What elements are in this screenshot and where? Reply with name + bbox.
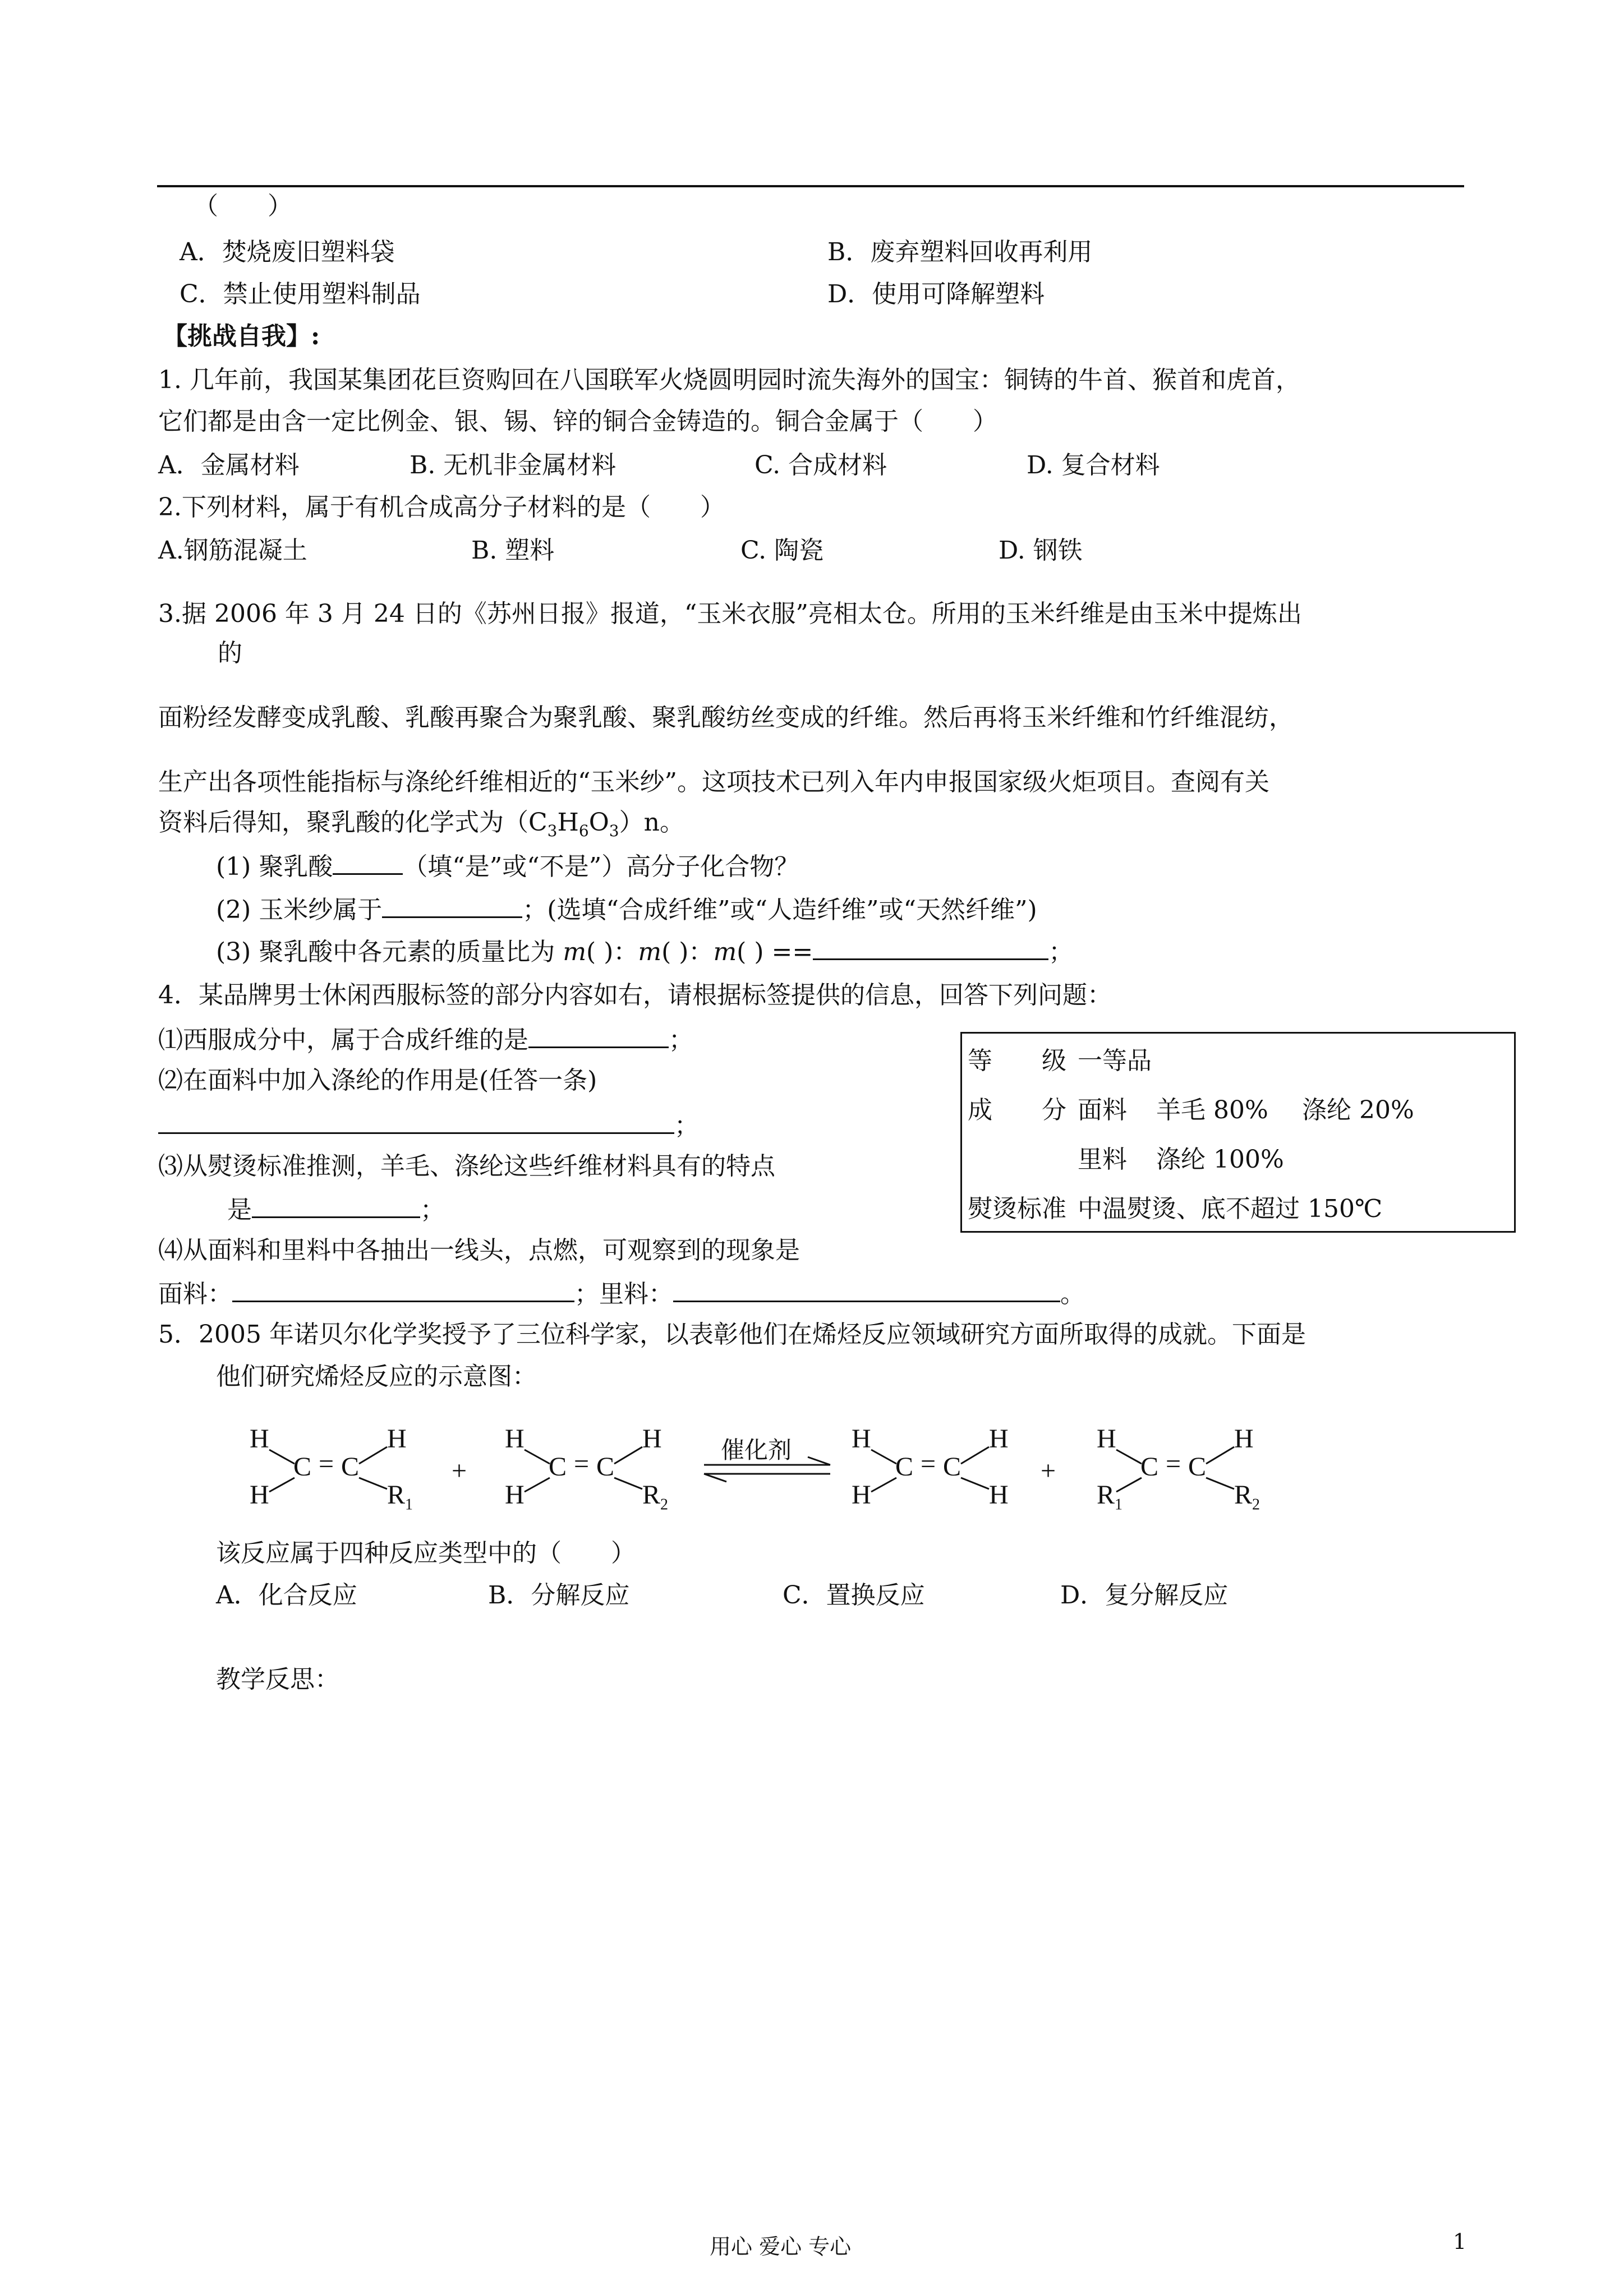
atom-h: H xyxy=(1234,1424,1254,1454)
q3-line1: 3.据 2006 年 3 月 24 日的《苏州日报》报道，“玉米衣服”亮相太仓。所用的玉米纤维是由玉米中提炼出 xyxy=(158,600,1302,628)
atom-h: H xyxy=(505,1424,525,1454)
atom-r2: $R_2$ xyxy=(1234,1480,1260,1514)
option-d: D．使用可降解塑料 xyxy=(827,280,1045,308)
q3-sub2: (2) 玉米纱属于 ；(选填“合成纤维”或“人造纤维”或“天然纤维”) xyxy=(216,892,1037,927)
double-bond: = xyxy=(921,1449,936,1479)
atom-h: H xyxy=(1097,1424,1116,1454)
teaching-reflection: 教学反思： xyxy=(216,1665,339,1694)
label-polyester-lining: 涤纶 100% xyxy=(1156,1145,1284,1174)
page-number: 1 xyxy=(1453,2229,1467,2254)
label-ironing-key: 熨烫标准 xyxy=(968,1194,1066,1223)
atom-c: C xyxy=(1140,1452,1159,1482)
atom-c: C xyxy=(341,1452,360,1482)
label-face-fabric: 面料 xyxy=(1078,1096,1127,1125)
label-wool: 羊毛 80% xyxy=(1156,1096,1268,1125)
plus-sign: + xyxy=(1041,1456,1056,1486)
atom-c: C xyxy=(596,1452,615,1482)
q2-stem: 2.下列材料，属于有机合成高分子材料的是（ ） xyxy=(158,493,725,522)
atom-r1: $R_1$ xyxy=(1097,1480,1123,1514)
q1-option-a: A．金属材料 xyxy=(158,451,300,480)
q5-option-c: C．置换反应 xyxy=(783,1581,925,1610)
option-a: A．焚烧废旧塑料袋 xyxy=(180,238,395,266)
q3-sub3: (3) 聚乳酸中各元素的质量比为 m( )：m( )：m( ) == ； xyxy=(216,934,1073,969)
q4-part4: ⑷从面料和里料中各抽出一线头，点燃，可观察到的现象是 xyxy=(158,1236,800,1265)
label-polyester-face: 涤纶 20% xyxy=(1302,1096,1414,1125)
q5-stem: 该反应属于四种反应类型中的（ ） xyxy=(216,1539,636,1567)
label-ironing-value: 中温熨烫、底不超过 150℃ xyxy=(1078,1194,1383,1223)
label-grade-value: 一等品 xyxy=(1078,1046,1152,1076)
atom-c: C xyxy=(1188,1452,1207,1482)
q3-line5: 资料后得知，聚乳酸的化学式为$(C_3H_6O_3)n$。 xyxy=(158,808,684,840)
atom-r2: $R_2$ xyxy=(642,1480,669,1514)
atom-h: H xyxy=(989,1480,1009,1510)
q4-part2-answer: ； xyxy=(158,1108,699,1143)
q1-line2: 它们都是由含一定比例金、银、锡、锌的铜合金铸造的。铜合金属于（ ） xyxy=(158,407,997,436)
q4-part2: ⑵在面料中加入涤纶的作用是(任答一条) xyxy=(158,1066,597,1095)
atom-h: H xyxy=(387,1424,407,1454)
q2-option-c: C. 陶瓷 xyxy=(740,536,824,565)
q4-part3: ⑶从熨烫标准推测，羊毛、涤纶这些纤维材料具有的特点 xyxy=(158,1152,775,1181)
atom-h: H xyxy=(852,1480,871,1510)
q3-line4: 生产出各项性能指标与涤纶纤维相近的“玉米纱”。这项技术已列入年内申报国家级火炬项目。查阅有关 xyxy=(158,768,1269,796)
atom-h: H xyxy=(852,1424,871,1454)
atom-c: C xyxy=(549,1452,567,1482)
option-c: C．禁止使用塑料制品 xyxy=(180,280,421,308)
q4-stem: 4．某品牌男士休闲西服标签的部分内容如右，请根据标签提供的信息，回答下列问题： xyxy=(158,981,1112,1009)
plus-sign: + xyxy=(452,1456,467,1486)
q2-option-d: D. 钢铁 xyxy=(999,536,1083,565)
q2-option-b: B. 塑料 xyxy=(471,536,555,565)
atom-h: H xyxy=(505,1480,525,1510)
catalyst-label: 催化剂 xyxy=(721,1436,792,1464)
q4-part4-answer: 面料： ；里料： 。 xyxy=(158,1276,1085,1311)
q5-option-a: A．化合反应 xyxy=(216,1581,357,1610)
q5-option-b: B．分解反应 xyxy=(488,1581,630,1610)
answer-bracket: （ ） xyxy=(194,192,292,220)
q1-option-d: D. 复合材料 xyxy=(1027,451,1160,480)
q1-line1: 1. 几年前，我国某集团花巨资购回在八国联军火烧圆明园时流失海外的国宝：铜铸的牛首、猴首和虎首， xyxy=(158,366,1300,394)
label-grade-key: 等 级 xyxy=(968,1046,1066,1076)
double-bond: = xyxy=(1166,1449,1181,1479)
q5-option-d: D．复分解反应 xyxy=(1060,1581,1229,1610)
q4-part3-answer: 是 ； xyxy=(227,1192,445,1227)
atom-c: C xyxy=(943,1452,961,1482)
atom-h: H xyxy=(250,1424,269,1454)
atom-h: H xyxy=(642,1424,662,1454)
label-lining: 里料 xyxy=(1078,1145,1127,1174)
q4-part1: ⑴西服成分中，属于合成纤维的是 ； xyxy=(158,1022,693,1057)
q5-line1: 5．2005 年诺贝尔化学奖授予了三位科学家，以表彰他们在烯烃反应领域研究方面所取得的成就。下面是 xyxy=(158,1320,1306,1349)
atom-r1: $R_1$ xyxy=(387,1480,413,1514)
atom-c: C xyxy=(293,1452,312,1482)
q3-sub1: (1) 聚乳酸 （填“是”或“不是”）高分子化合物？ xyxy=(216,849,799,884)
q3-line2: 的 xyxy=(218,639,242,667)
double-bond: = xyxy=(319,1449,334,1479)
section-title: 【挑战自我】: xyxy=(163,322,320,351)
q5-line2: 他们研究烯烃反应的示意图： xyxy=(216,1362,537,1391)
q2-option-a: A.钢筋混凝土 xyxy=(158,536,307,565)
atom-h: H xyxy=(989,1424,1009,1454)
label-composition-key: 成 分 xyxy=(968,1096,1066,1125)
double-bond: = xyxy=(574,1449,590,1479)
q3-line3: 面粉经发酵变成乳酸、乳酸再聚合为聚乳酸、聚乳酸纺丝变成的纤维。然后再将玉米纤维和竹纤维混纺， xyxy=(158,703,1294,732)
q1-option-b: B. 无机非金属材料 xyxy=(410,451,617,480)
option-b: B．废弃塑料回收再利用 xyxy=(827,238,1093,266)
footer-slogan: 用心 爱心 专心 xyxy=(710,2234,852,2259)
atom-h: H xyxy=(250,1480,269,1510)
atom-c: C xyxy=(895,1452,914,1482)
q1-option-c: C. 合成材料 xyxy=(755,451,887,480)
